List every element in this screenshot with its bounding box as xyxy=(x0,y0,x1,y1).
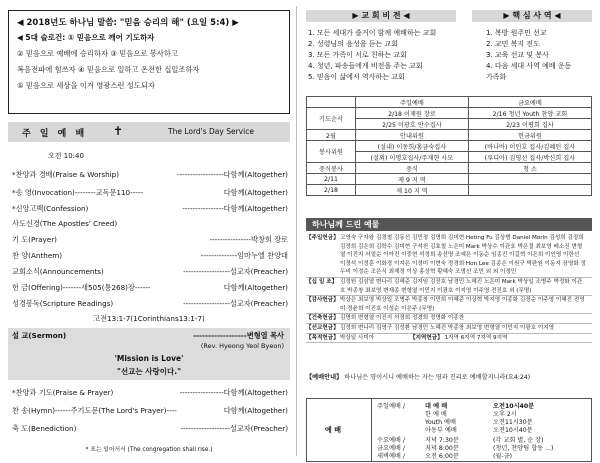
list-item xyxy=(306,324,592,334)
order-item: *찬양과 경배(Praise & Worship) xyxy=(12,170,120,179)
divider xyxy=(371,399,372,461)
notice-verse: 하나님은 영이시니 예배하는 자는 영과 진리로 예배할지니라(요4:24) xyxy=(344,374,531,381)
schedule-row: 주일예배 / 대 예 배 오전10시40분 xyxy=(377,403,535,410)
sermon-pastor: ------------------변형열 목사 xyxy=(193,331,284,340)
schedule-title: 예 배 xyxy=(325,426,341,434)
order-item-role: -------------------설교자(Preacher) xyxy=(180,424,288,433)
order-item-role: 다함께(Altogether) xyxy=(223,406,288,415)
schedule-row: 금요예배 / 저녁 8:00분 (청년, 찬양팀 합동 ...) xyxy=(377,445,554,452)
scripture-reference: 고전13:1-7(1Corinthians13:1-7) xyxy=(93,314,205,323)
table-cell: 제 10 지 역 xyxy=(356,185,469,196)
table-cell: 2/23 이평희 집사 xyxy=(468,119,591,130)
table-cell: 2/18 xyxy=(307,185,356,196)
vision-item: 1. 모든 세대가 즐거이 함께 예배하는 교회 xyxy=(308,29,437,37)
order-item: 성경봉독(Scripture Readings) xyxy=(12,299,114,308)
offering-label: 【십 일 조】 xyxy=(306,278,338,285)
footnote: * 표는 일어서서 (The congregation shall rise.) xyxy=(85,447,213,453)
sermon-label: 설 교(Sermon) xyxy=(12,331,67,340)
table-cell xyxy=(468,185,591,196)
offering-label: 【목적헌금】 xyxy=(306,334,339,341)
table-row xyxy=(307,130,592,141)
schedule-row: Youth 예배 오전11시30분 xyxy=(425,419,533,426)
worship-time: 오전 10:40 xyxy=(48,152,84,160)
vision-item: 5. 믿음이 삶에서 역사하는 교회 xyxy=(308,73,405,81)
schedule-row: 아동부 예배 오전10시40분 xyxy=(425,427,533,434)
table-cell: 2월 xyxy=(307,130,356,141)
list-item xyxy=(306,334,592,344)
motto-row: ⑤ 믿음으로 세상을 이겨 영광스런 성도되자 xyxy=(17,81,155,90)
ministry-item: 4. 다음 세대 사역 예배 운동 xyxy=(486,62,572,70)
order-item-role: 다함께(Altogether) xyxy=(223,188,288,197)
worship-guide-notice xyxy=(306,372,530,381)
order-item: *송 영(Invocation)--------교독문110----- xyxy=(12,188,144,197)
ministry-item: 2. 교민 복지 전도 xyxy=(486,40,540,48)
table-cell: 금요예배 xyxy=(468,97,591,108)
order-item-role: 다함께(Altogether) xyxy=(223,283,288,292)
order-item-role: ------------------설교자(Preacher) xyxy=(183,299,288,308)
offering-names: 김정희 변나리 김영구 김성환 남경민 노혜진 박종창 최보영 변형열 이민지 이광호 이지영 xyxy=(340,324,555,331)
table-row xyxy=(307,97,592,108)
table-cell: (설외) 이명호집사/주재현 사모 xyxy=(356,152,469,163)
offering-label: 【감사헌금】 xyxy=(306,297,339,304)
offering-names: 박상일 사미아 xyxy=(340,334,375,341)
worship-title: 주 일 예 배 xyxy=(22,129,88,139)
table-cell: 기도순서 xyxy=(307,108,356,130)
cross-icon: ✝ xyxy=(113,124,124,138)
ministry-title: ▶ 핵 심 사 역 ◀ xyxy=(472,10,592,22)
table-cell: 2/16 청년 Youth 찬양 교회 xyxy=(468,108,591,119)
right-page xyxy=(302,6,596,458)
list-item xyxy=(306,234,592,278)
offering-names: 박상은 최보영 박상일 조병주 박종창 이민희 이혜준 이상혁 박지영 이종화 김정순 이주영 이혜진 전영미 정윤희 이진호 이성순 이은주 (무명) xyxy=(340,297,585,312)
offering-title: 하나님께 드린 예물 xyxy=(306,218,592,231)
order-item: 헌 금(Offering)-------새505(통268)장------ xyxy=(12,283,151,292)
table-row xyxy=(307,141,592,152)
order-item: 교회소식(Announcements) xyxy=(12,267,104,276)
vision-item: 4. 청년, 파송들에게 비전을 주는 교회 xyxy=(308,62,423,70)
sermon-title-en: 'Mission is Love' xyxy=(114,354,184,363)
motto-row: ② 믿음으로 예배에 승리하자 ③ 믿음으로 봉사하고 xyxy=(17,49,178,58)
table-cell: 안내위원 xyxy=(356,130,469,141)
region-text: 1지역 6지역 7지역 9지역 xyxy=(444,334,508,341)
worship-header xyxy=(8,122,290,142)
table-cell: 2/18 이재원 장로 xyxy=(356,108,469,119)
schedule-label: 【예배안내】 xyxy=(306,374,343,381)
list-item xyxy=(306,314,592,324)
motto-heading: ◀ 5대 슬로건: ① 믿음으로 깨어 기도하자 xyxy=(17,33,155,42)
table-cell xyxy=(468,174,591,185)
offering-names: 고영숙 구자왕 김경철 김동선 김민정 김명희 김미현 Heting Fu 김상범 Daniel Morin 김성희 김정희 김정희 김은희 김학수 김미현 구석천 김효철 노은미 Mark 박상수 이관호 박은결 최보영 배소진 변형열 이진지 서얼순 이아진 이중현 석정희 송선명 조예은 이동순 임종진 이길혁 이은희 이인영 이한선 이정석 이정훈 이화경 이지은 이정미 이현숙 정경희 Hon Lee 김종은 이원구 박판원 이동지 장영화 정두비 이정순 조은식 최재정 이상 홍상혁 황혜숙 조명선 조민 외 외 이정민 xyxy=(340,235,586,276)
offering-list xyxy=(306,234,592,343)
order-item-role: ----------------다함께(Altogether) xyxy=(182,204,288,213)
order-item-role: ----------------박창희 장로 xyxy=(209,235,288,244)
list-item xyxy=(306,278,592,296)
sermon-title-kr: "선교는 사랑이다." xyxy=(117,367,181,376)
order-item: 사도신경(The Apostles' Creed) xyxy=(12,219,118,228)
order-item-role: -----------------다함께(Altogether) xyxy=(179,388,288,397)
offering-label: 【건축헌금】 xyxy=(306,315,339,322)
table-cell: (설내) 이동희/홍금숙집사 xyxy=(356,141,469,152)
region-label: 【지역헌금】 xyxy=(410,334,443,341)
offering-label: 【선교헌금】 xyxy=(306,324,339,331)
table-cell: 2/11 xyxy=(307,174,356,185)
order-item: 축 도(Benediction) xyxy=(12,424,77,433)
order-item: 기 도(Prayer) xyxy=(12,235,57,244)
ministry-item: 가족화 xyxy=(486,73,507,81)
motto-row: 복음전파에 힘쓰자 ④ 믿음으로 일하고 온전한 십일조하자 xyxy=(17,65,200,74)
schedule-row: 새벽예배 / 오전 6:00분 (월-금) xyxy=(377,453,513,460)
table-cell: 청 소 xyxy=(468,163,591,174)
page-divider xyxy=(296,6,297,456)
table-cell: (바나바) 이인호 집사/김혜인 집사 xyxy=(468,141,591,152)
worship-title-en: The Lord's Day Service xyxy=(168,127,254,136)
sermon-pastor-en: (Rev. Hyeong Yeol Byeon) xyxy=(200,342,284,350)
vision-item: 3. 모든 가족이 서로 친하는 교회 xyxy=(308,51,407,59)
order-item: 찬 양(Anthem) xyxy=(12,251,63,260)
schedule-row: 한 예 배 오후 2시 xyxy=(425,411,517,418)
table-cell xyxy=(307,97,356,108)
vision-item: 2. 성령님의 음성을 듣는 교회 xyxy=(308,40,398,48)
sermon-box xyxy=(8,328,290,380)
table-row xyxy=(307,185,592,196)
table-row xyxy=(307,174,592,185)
order-item: *신앙고백(Confession) xyxy=(12,204,89,213)
offering-names: 김정원 김삼열 변나리 김혜준 김지임 김진호 남경민 노혜진 노은미 Mark 박상일 조병주 박정화 이관호 박종창 최보영 변재종 변형열 이민지 이광호 이지영 이주영 전진호 외 (무명) xyxy=(340,278,583,294)
order-item-role: --------------임마누엘 찬양대 xyxy=(200,251,288,260)
table-cell: 중식봉사 xyxy=(307,163,356,174)
motto-box xyxy=(8,10,290,114)
left-page xyxy=(4,6,294,458)
ministry-item: 1. 복방 원주민 선교 xyxy=(486,29,547,37)
order-item: *찬양과 기도(Praise & Prayer) xyxy=(12,388,114,397)
motto-title: ◀ 2018년도 하나님 말씀: "믿음 승리의 해" (요일 5:4) ▶ xyxy=(17,18,239,28)
table-cell: 헌금위원 xyxy=(468,130,591,141)
order-item-role: ------------------설교자(Preacher) xyxy=(183,267,288,276)
ministry-item: 3. 교육 선교 및 봉사 xyxy=(486,51,549,59)
list-item xyxy=(306,296,592,314)
table-cell: 2/25 이광호 안수집사 xyxy=(356,119,469,130)
vision-title: ▶ 교 회 비 전 ◀ xyxy=(306,10,456,22)
table-cell: 제 9 지 역 xyxy=(356,174,469,185)
table-cell: 주일예배 xyxy=(356,97,469,108)
table-cell: (루디아) 김영선 집사/박신희 집사 xyxy=(468,152,591,163)
duty-table xyxy=(306,96,592,196)
schedule-row: 수요예배 / 저녁 7:30분 (각 교회 별, 순 장) xyxy=(377,437,544,444)
order-item-role: ------------------다함께(Altogether) xyxy=(177,170,288,179)
table-row xyxy=(307,163,592,174)
offering-names: 김명희 변형열 이진지 석정희 정경희 정명화 이종찬 xyxy=(340,315,465,322)
table-row xyxy=(307,108,592,119)
offering-label: 【주일헌금】 xyxy=(306,235,339,241)
table-cell: 봉사위원 xyxy=(307,141,356,163)
table-cell: 중식 xyxy=(356,163,469,174)
order-item: 찬 송(Hymn)------주기도문(The Lord's Prayer)---- xyxy=(12,406,177,415)
schedule-box xyxy=(306,398,592,462)
